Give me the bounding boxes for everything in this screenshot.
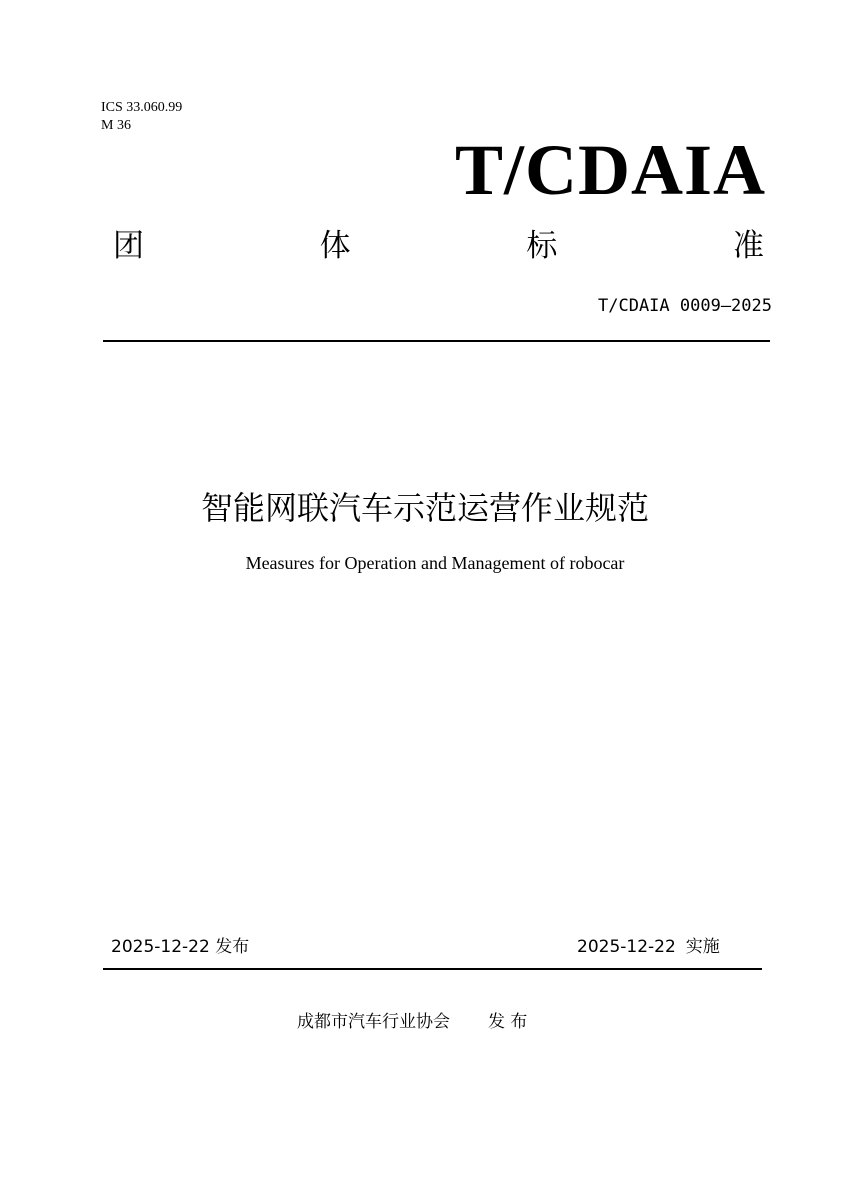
ics-code: ICS 33.060.99 <box>101 100 183 115</box>
standard-type-char: 团 <box>113 228 144 264</box>
ccs-code: M 36 <box>101 118 131 133</box>
standard-number: T/CDAIA 0009—2025 <box>598 296 772 316</box>
implementation-date-line <box>577 936 720 958</box>
publisher-name: 成都市汽车行业协会 <box>297 1012 450 1032</box>
document-title-chinese: 智能网联汽车示范运营作业规范 <box>200 489 649 527</box>
issue-date: 2025-12-22 <box>111 937 210 957</box>
ics-classification <box>101 99 182 135</box>
implementation-label: 实施 <box>685 937 720 957</box>
standard-type <box>113 228 764 264</box>
implementation-date: 2025-12-22 <box>577 937 676 957</box>
document-title-english: Measures for Operation and Management of robocar <box>245 553 625 573</box>
publisher-line <box>297 1011 527 1033</box>
issue-label: 发布 <box>215 937 250 957</box>
publish-label: 发 布 <box>488 1012 528 1032</box>
issue-date-line <box>111 936 249 958</box>
header-divider <box>103 340 770 342</box>
footer-divider <box>103 968 762 970</box>
standard-type-char: 标 <box>526 228 558 264</box>
standard-type-char: 准 <box>732 228 764 264</box>
standard-logo: T/CDAIA <box>454 130 766 210</box>
standard-type-char: 体 <box>319 228 351 264</box>
